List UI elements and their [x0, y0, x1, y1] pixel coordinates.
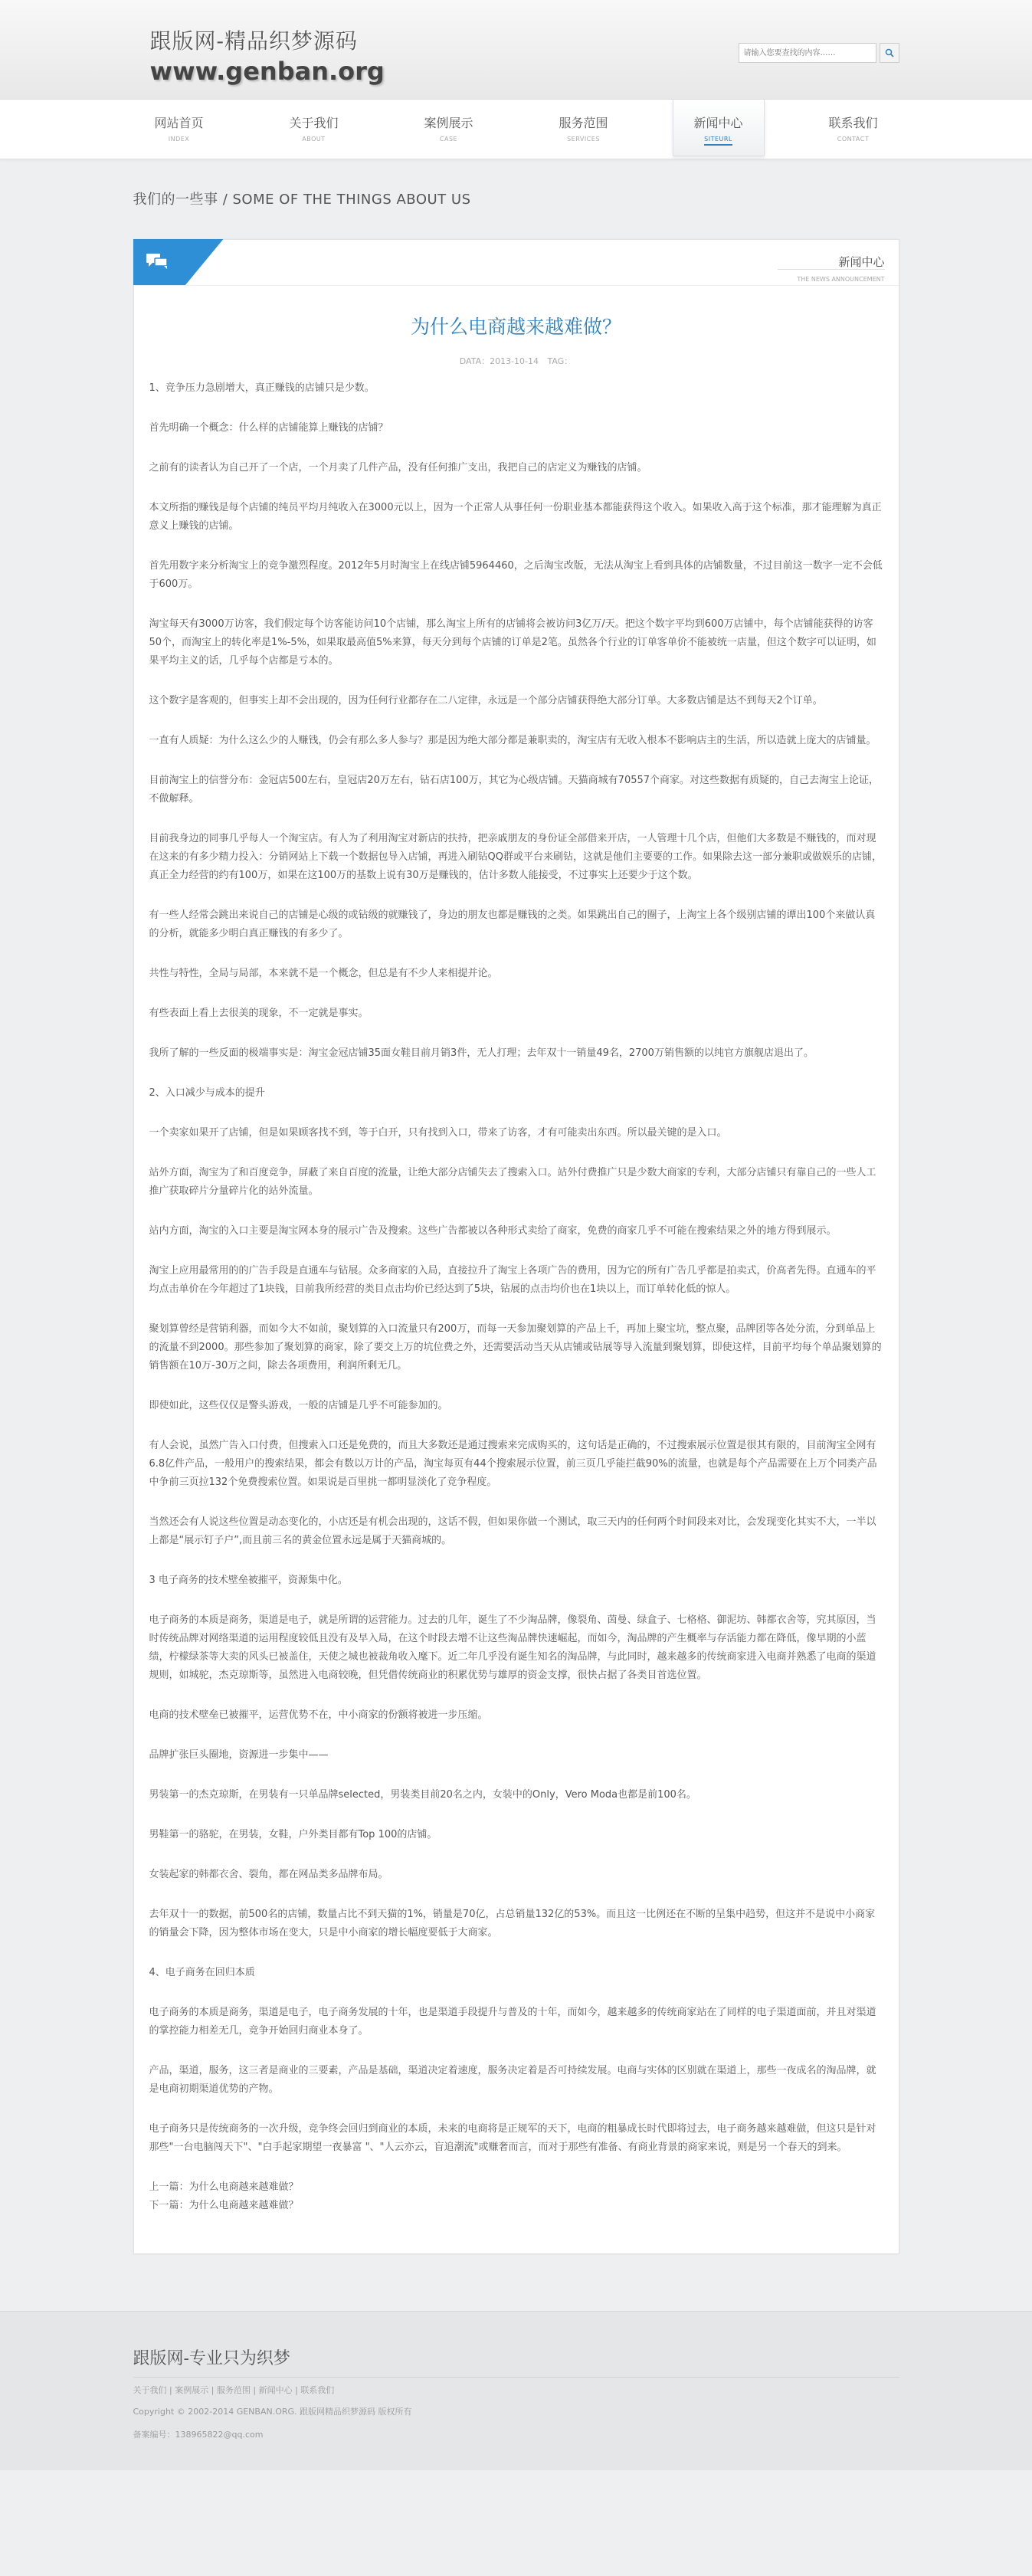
article-paragraph: 产品，渠道，服务，这三者是商业的三要素，产品是基础，渠道决定着速度，服务决定着是否可持续发展。电商与实体的区别就在渠道上，那些一夜成名的淘品牌，就是电商初期渠道优势的产物。 — [149, 2065, 876, 2095]
article-meta — [149, 355, 883, 367]
article-paragraph: 淘宝上应用最常用的的广告手段是直通车与钻展。众多商家的入局，直接拉升了淘宝上各项广告的费用，因为它的所有广告几乎都是拍卖式，价高者先得。直通车的平均点击单价在今年超过了1块钱，目前我所经营的类目点击均价已经达到了5块，钻展的点击均价也在1块以上，而订单转化低的惊人。 — [149, 1265, 876, 1295]
nav-sublabel: INDEX — [168, 136, 190, 143]
nav-item-index[interactable] — [133, 100, 225, 159]
site-header — [0, 0, 1032, 100]
article-paragraph: 有一些人经常会跳出来说自己的店铺是心级的或钻级的就赚钱了，身边的朋友也都是赚钱的之类。如果跳出自己的圈子，上淘宝上各个级别店铺的谭出100个来做认真的分析，就能多少明白真正赚钱的有多少了。 — [149, 909, 876, 939]
main-nav — [0, 100, 1032, 159]
article-date: DATA：2013-10-14 — [459, 356, 539, 366]
link-separator: | — [208, 2385, 217, 2395]
article-body — [149, 379, 883, 2157]
footer-link-news[interactable]: 新闻中心 — [258, 2385, 293, 2395]
nav-sublabel: SITEURL — [704, 136, 732, 146]
article-paragraph: 有人会说，虽然广告入口付费，但搜索入口还是免费的，而且大多数还是通过搜索来完成购买的，这句话是正确的，不过搜索展示位置是很其有限的，目前淘宝全网有6.8亿件产品，一般用户的搜索结果，都会有数以万计的产品，淘宝每页有44个搜索展示位置，前三页几乎能拦截90%的流量，也就是每个产品需要在上万个同类产品中争前三页拉132个免费搜索位置。如果说是百里挑一都明显淡化了竞争程度。 — [149, 1440, 877, 1488]
nav-sublabel: CONTACT — [837, 136, 870, 143]
footer-link-case[interactable]: 案例展示 — [175, 2385, 209, 2395]
panel-tab — [133, 239, 224, 285]
nav-item-services[interactable] — [538, 100, 630, 159]
article-paragraph: 当然还会有人说这些位置是动态变化的，小店还是有机会出现的，这话不假，但如果你做一个测试，取三天内的任何两个时间段来对比，会发现变化其实不大，一半以上都是“展示钉子户”,而且前三名的黄金位置永远是属于天猫商城的。 — [149, 1516, 876, 1546]
article-paragraph: 一直有人质疑：为什么这么少的人赚钱，仍会有那么多人参与？那是因为绝大部分都是兼职卖的，淘宝店有无收入根本不影响店主的生活，所以造就上庞大的店铺量。 — [149, 735, 876, 746]
article-paragraph: 这个数字是客观的，但事实上却不会出现的，因为任何行业都存在二八定律，永远是一个部分店铺获得绝大部分订单。大多数店铺是达不到每天2个订单。 — [149, 695, 823, 706]
page-heading: 我们的一些事 / SOME OF THE THINGS ABOUT US — [133, 192, 471, 208]
article-paragraph: 1、竞争压力急剧增大，真正赚钱的店铺只是少数。 — [149, 382, 375, 394]
article-paragraph: 我所了解的一些反面的极端事实是：淘宝金冠店铺35面女鞋目前月销3件，无人打理；去年双十一销量49名，2700万销售额的以纯官方旗舰店退出了。 — [149, 1047, 814, 1059]
section-title-cn: 新闻中心 — [838, 255, 885, 269]
article-paragraph: 首先用数字来分析淘宝上的竞争激烈程度。2012年5月时淘宝上在线店铺5964460，之后淘宝改版，无法从淘宝上看到具体的店铺数量，不过目前这一数字一定不会低于600万。 — [149, 560, 883, 590]
article-paragraph: 首先明确一个概念：什么样的店铺能算上赚钱的店铺？ — [149, 422, 388, 434]
search-input[interactable] — [739, 43, 876, 63]
article-paragraph: 即使如此，这些仅仅是警头游戏，一般的店铺是几乎不可能参加的。 — [149, 1400, 448, 1411]
panel-header — [134, 240, 899, 286]
logo-title: 跟版网-精品织梦源码 — [149, 28, 358, 54]
nav-label: 网站首页 — [154, 116, 204, 130]
section-title — [797, 254, 884, 283]
article-paragraph: 男装第一的杰克琼斯，在男装有一只单品牌selected，男装类目前20名之内，女装中的Only，Vero Moda也都是前100名。 — [149, 1789, 696, 1801]
nav-sublabel: SERVICES — [567, 136, 600, 143]
article-paragraph: 有些表面上看上去很美的现象，不一定就是事实。 — [149, 1008, 369, 1019]
link-separator: | — [166, 2385, 175, 2395]
search-box — [739, 43, 899, 63]
article-paragraph: 4、电子商务在回归本质 — [149, 1967, 255, 1978]
footer-link-contact[interactable]: 联系我们 — [300, 2385, 335, 2395]
article-paragraph: 女装起家的韩都衣舍、裂角，都在网品类多品牌布局。 — [149, 1869, 388, 1880]
article-paragraph: 淘宝每天有3000万访客，我们假定每个访客能访问10个店铺，那么淘宝上所有的店铺将会被访问3亿万/天。把这个数字平均到600万店铺中，每个店铺能获得的访客50个，而淘宝上的转化率是1%-5%，如果取最高值5%来算，每天分到每个店铺的订单是2笔。虽然各个行业的订单客单价不能被统一店量，但这个数字可以证明，如果平均主义的话，几乎每个店都是亏本的。 — [149, 618, 876, 667]
nav-item-news[interactable] — [673, 100, 765, 156]
nav-label: 关于我们 — [289, 116, 339, 130]
site-logo[interactable] — [150, 25, 385, 86]
copyright: Copyright © 2002-2014 GENBAN.ORG. 跟版网精品织梦源码 版权所有 — [133, 2407, 412, 2417]
link-separator: | — [292, 2385, 301, 2395]
footer-link-about[interactable]: 关于我们 — [133, 2385, 167, 2395]
footer-links — [133, 2384, 899, 2396]
article-paragraph: 一个卖家如果开了店铺，但是如果顾客找不到，等于白开，只有找到入口，带来了访客，才有可能卖出东西。所以最关键的是入口。 — [149, 1127, 727, 1139]
nav-sublabel: ABOUT — [302, 136, 326, 143]
search-icon — [885, 48, 894, 57]
article-paragraph: 共性与特性，全局与局部，本来就不是一个概念，但总是有不少人来相提并论。 — [149, 968, 498, 979]
chat-icon — [146, 252, 169, 270]
article-title: 为什么电商越来越难做？ — [410, 316, 621, 338]
prev-article-link[interactable]: 上一篇：为什么电商越来越难做？ — [149, 2181, 299, 2193]
article-paragraph: 站内方面，淘宝的入口主要是淘宝网本身的展示广告及搜索。这些广告都被以各种形式卖给了商家，免费的商家几乎不可能在搜索结果之外的地方得到展示。 — [149, 1225, 837, 1237]
icp-number: 备案编号：138965822@qq.com — [133, 2430, 264, 2440]
article-paragraph: 本文所指的赚钱是每个店铺的纯员平均月纯收入在3000元以上，因为一个正常人从事任何一份职业基本都能获得这个收入。如果收入高于这个标准，那才能理解为真正意义上赚钱的店铺。 — [149, 502, 882, 532]
logo-url: www.genban.org — [149, 57, 385, 86]
article-paragraph: 电商的技术壁垒已被摧平，运营优势不在，中小商家的份额将被进一步压缩。 — [149, 1709, 488, 1721]
footer-logo: 跟版网-专业只为织梦 — [133, 2349, 290, 2368]
article-paragraph: 聚划算曾经是营销利器，而如今大不如前，聚划算的入口流量只有200万，而每一天参加聚划算的产品上千，再加上聚宝坑，整点聚，品牌团等各处分流，分到单品上的流量不到2000。那些参加了聚划算的商家，除了要交上万的坑位费之外，还需要活动当天从店铺或钻展等导入流量到聚划算，即使这样，目前平均每个单品聚划算的销售额在10万-30万之间，除去各项费用，利润所剩无几。 — [149, 1323, 882, 1372]
search-button[interactable] — [880, 43, 899, 63]
article-paragraph: 2、入口减少与成本的提升 — [149, 1087, 265, 1099]
next-article-link[interactable]: 下一篇：为什么电商越来越难做？ — [149, 2200, 299, 2211]
article-paragraph: 去年双十一的数据，前500名的店铺，数量占比不到天猫的1%，销量是70亿，占总销量132亿的53%。而且这一比例还在不断的呈集中趋势，但这并不是说中小商家的销量会下降，因为整体市场在变大，只是中小商家的增长幅度要低于大商家。 — [149, 1909, 876, 1939]
news-panel — [133, 239, 899, 2254]
nav-item-about[interactable] — [268, 100, 360, 159]
nav-label: 新闻中心 — [693, 116, 743, 130]
article-paragraph: 目前我身边的同事几乎每人一个淘宝店。有人为了利用淘宝对新店的扶持，把亲戚朋友的身份证全部借来开店，一人管理十几个店，但他们大多数是不赚钱的，而对现在这来的有多少精力投入：分销网站上下载一个数据包导入店铺，再进入刷钻QQ群或平台来刷钻，这就是他们主要要的工作。如果除去这一部分兼职或做娱乐的店铺，真正全力经营的约有100万，如果在这100万的基数上说有30万是赚钱的，估计多数人能接受，不过事实上还要少于这个数。 — [149, 833, 882, 881]
article-paragraph: 电子商务的本质是商务，渠道是电子，电子商务发展的十年，也是渠道手段提升与普及的十年，而如今，越来越多的传统商家站在了同样的电子渠道面前，并且对渠道的掌控能力相差无几，竞争开始回归商业本身了。 — [149, 2007, 876, 2037]
divider — [133, 2377, 899, 2378]
article-tag: TAG： — [547, 356, 573, 366]
article-paragraph: 之前有的读者认为自己开了一个店，一个月卖了几件产品，没有任何推广支出，我把自己的店定义为赚钱的店铺。 — [149, 462, 647, 474]
nav-label: 联系我们 — [828, 116, 878, 130]
nav-item-contact[interactable] — [808, 100, 899, 159]
article-paragraph: 品牌扩张巨头圈地，资源进一步集中—— — [149, 1749, 329, 1761]
footer-link-services[interactable]: 服务范围 — [216, 2385, 251, 2395]
section-title-en: THE NEWS ANNOUNCEMENT — [797, 276, 885, 283]
article-paragraph: 电子商务的本质是商务，渠道是电子，就是所谓的运营能力。过去的几年，诞生了不少淘品牌，像裂角、茵曼、绿盒子、七格格、御泥坊、韩都衣舍等，究其原因，当时传统品牌对网络渠道的运用程度较低且没有及早入局，在这个时段去增不让这些淘品牌快速崛起，而如今，淘品牌的产生概率与存活能力都在降低，像早期的小蓝绩，柠檬绿茶等大卖的风头已被盖住，天使之城也被裁角收入麾下。近二年几乎没有诞生知名的淘品牌，与此同时，越来越多的传统商家进入电商并熟悉了电商的渠道规则，如城驼，杰克琼斯等，虽然进入电商较晚，但凭借传统商业的积累优势与雄厚的资金支撑，很快占据了各类目首选位置。 — [149, 1614, 876, 1681]
divider — [778, 269, 885, 270]
site-footer — [0, 2311, 1032, 2470]
article — [134, 312, 899, 2253]
article-paragraph: 男鞋第一的骆驼，在男装，女鞋，户外类目都有Top 100的店铺。 — [149, 1829, 437, 1840]
nav-sublabel: CASE — [439, 136, 458, 143]
nav-item-case[interactable] — [403, 100, 495, 159]
link-separator: | — [250, 2385, 259, 2395]
nav-label: 案例展示 — [424, 116, 473, 130]
nav-label: 服务范围 — [559, 116, 608, 130]
article-paragraph: 3 电子商务的技术壁垒被摧平，资源集中化。 — [149, 1575, 348, 1586]
article-paragraph: 站外方面，淘宝为了和百度竞争，屏蔽了来自百度的流量，让绝大部分店铺失去了搜索入口。站外付费推广只是少数大商家的专利，大部分店铺只有靠自己的一些人工推广获取碎片分量碎片化的站外流量。 — [149, 1167, 876, 1197]
article-paragraph: 目前淘宝上的信誉分布：金冠店500左右，皇冠店20万左右，钻石店100万，其它为心级店铺。天猫商城有70557个商家。对这些数据有质疑的，自己去淘宝上论证，不做解释。 — [149, 775, 880, 805]
article-paragraph: 电子商务只是传统商务的一次升级，竞争终会回归到商业的本质，未来的电商将是正规军的天下，电商的粗暴成长时代即将过去，电子商务越来越难做，但这只是针对那些"一台电脑闯天下"、"白手起家期望一夜暴富 "、"人云亦云，盲追潮流"或赚奢而言，而对于那些有准备、有商业背景的商家来说，则是另一个春天的到来。 — [149, 2123, 876, 2153]
